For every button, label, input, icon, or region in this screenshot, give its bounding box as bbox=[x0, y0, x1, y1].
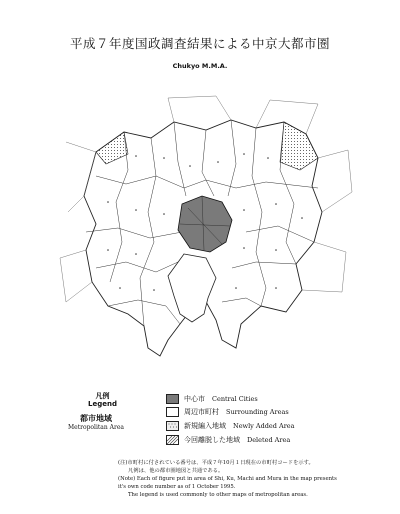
newly-swatch bbox=[166, 421, 179, 431]
central-swatch bbox=[166, 394, 179, 404]
legend-heading-en: Legend bbox=[88, 400, 117, 408]
legend-item-jp: 周辺市町村 bbox=[184, 408, 219, 416]
legend-heading bbox=[88, 392, 117, 408]
legend-group-jp: 都市地域 bbox=[79, 413, 112, 423]
legend-item-jp: 今回離脱した地域 bbox=[184, 436, 240, 444]
surrounding-swatch bbox=[166, 407, 179, 417]
legend-item-deleted bbox=[166, 435, 290, 445]
note-line: (注)市町村に付されている番号は、平成７年10月１日現在の市町村コードを示す。 bbox=[118, 460, 314, 466]
legend-heading-jp: 凡例 bbox=[95, 392, 110, 400]
legend-item-en: Surrounding Areas bbox=[226, 408, 289, 416]
legend-item-jp: 新規編入地域 bbox=[184, 422, 226, 430]
legend-item-en: Central Cities bbox=[212, 395, 258, 403]
note-line: 凡例は、他の都市圏地図と共通である。 bbox=[128, 468, 224, 474]
legend-item-en: Newly Added Area bbox=[233, 422, 295, 430]
metropolitan-area-map bbox=[56, 92, 356, 372]
note-line: The legend is used commonly to other maps of metropolitan areas. bbox=[128, 492, 308, 498]
legend-item-jp: 中心市 bbox=[184, 395, 205, 403]
legend-item-newly bbox=[166, 421, 295, 431]
map-title: 平成７年度国政調査結果による中京大都市圏 bbox=[69, 36, 330, 51]
legend-item-en: Deleted Area bbox=[247, 436, 291, 444]
legend-group-label bbox=[68, 414, 124, 432]
legend-group-en: Metropolitan Area bbox=[68, 424, 124, 431]
map-subtitle: Chukyo M.M.A. bbox=[172, 62, 228, 70]
deleted-swatch bbox=[166, 435, 179, 445]
note-line: (Note) Each of figure put in area of Shi, Ku, Machi and Mura in the map presents bbox=[118, 476, 337, 482]
legend-item-surrounding bbox=[166, 407, 289, 417]
note-line: it's own code number as of 1 October 1995. bbox=[118, 484, 236, 490]
map-notes bbox=[118, 459, 388, 499]
legend-item-central bbox=[166, 394, 258, 404]
